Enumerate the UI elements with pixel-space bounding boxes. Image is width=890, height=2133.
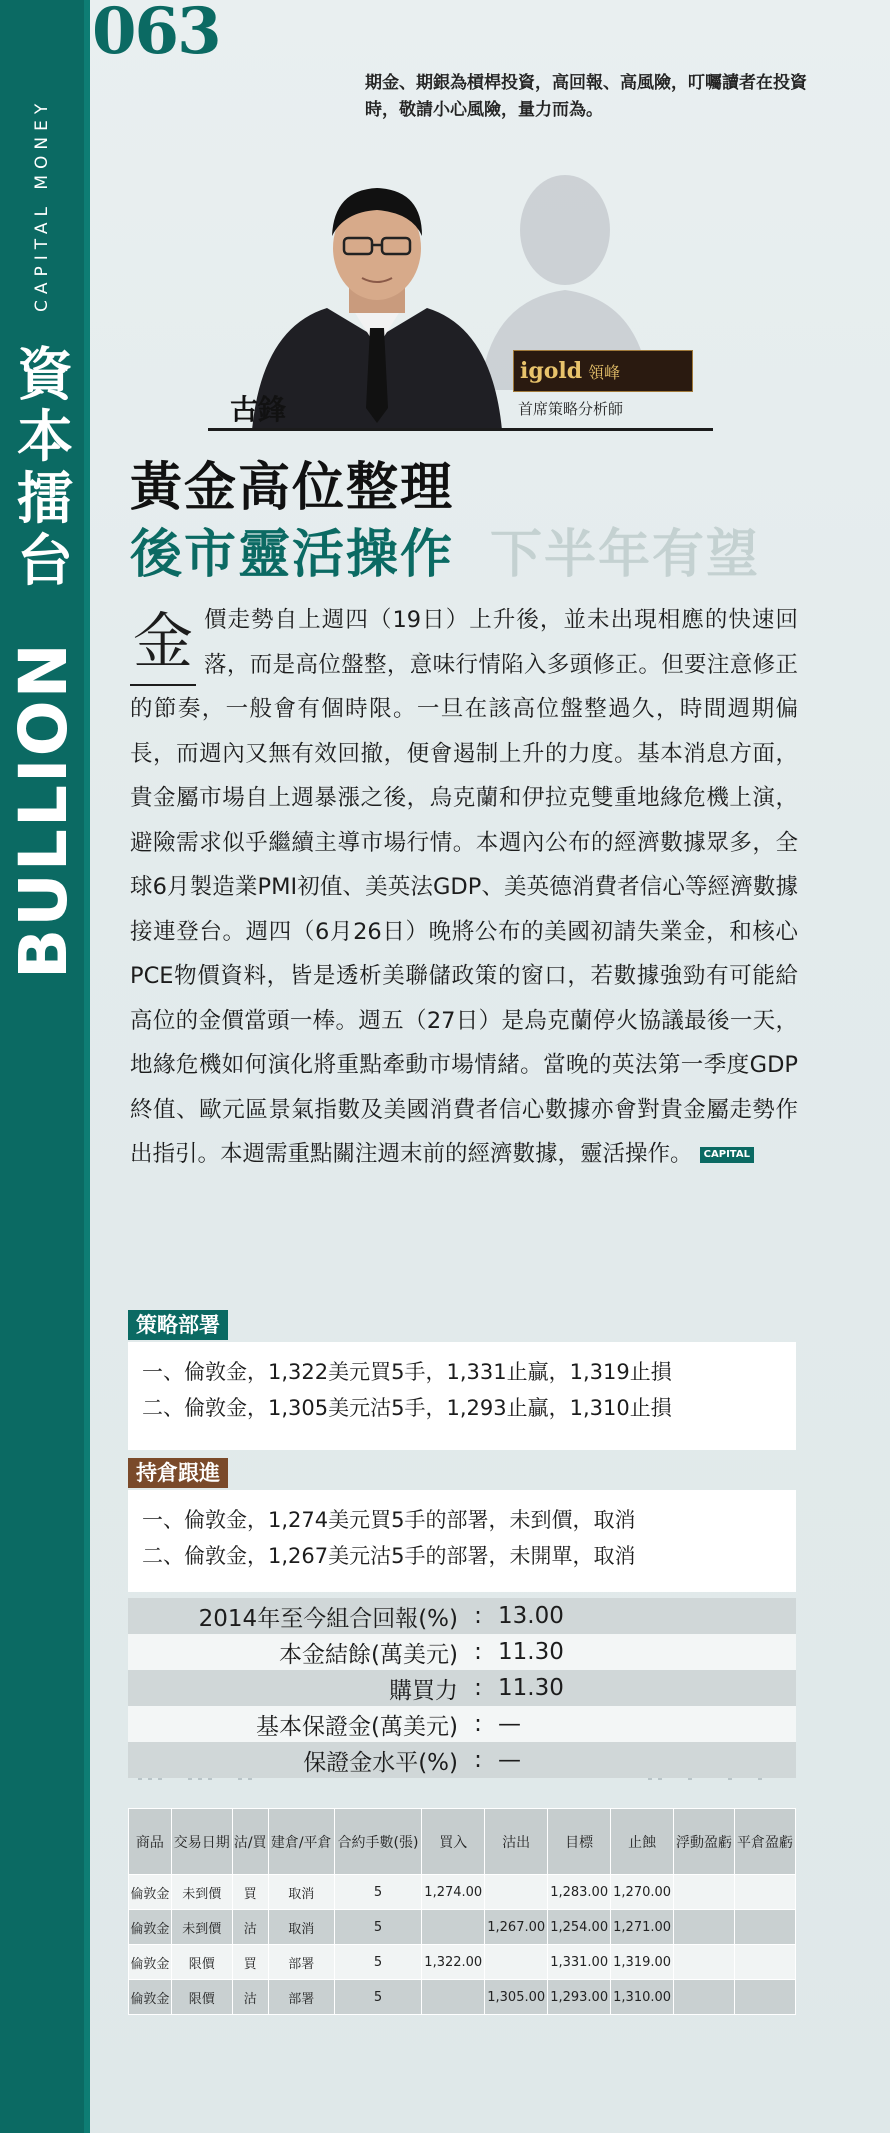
table-cell: 取消 (268, 1875, 334, 1910)
col-header: 平倉盈虧 (735, 1809, 796, 1875)
sidebar-capital-money: CAPITAL MONEY (32, 97, 52, 313)
photo-divider (208, 428, 713, 431)
table-cell: 5 (334, 1875, 422, 1910)
logo-text-en: igold (520, 358, 583, 384)
table-row (129, 1980, 796, 2015)
returns-row (128, 1706, 796, 1742)
table-cell: 1,254.00 (548, 1910, 611, 1945)
author-name: 古鋒 (230, 393, 287, 426)
returns-colon: : (474, 1747, 482, 1773)
capital-end-mark: CAPITAL (700, 1147, 754, 1163)
left-sidebar-banner (0, 0, 90, 2133)
table-cell (735, 1945, 796, 1980)
table-cell: 倫敦金 (129, 1945, 172, 1980)
table-cell: 沽 (232, 1980, 268, 2015)
headline-line-2: 後市靈活操作 (130, 525, 455, 585)
table-cell: 未到價 (171, 1875, 232, 1910)
table-cell (485, 1945, 548, 1980)
returns-colon: : (474, 1603, 482, 1629)
table-row (129, 1875, 796, 1910)
logo-text-zh: 領峰 (588, 362, 621, 382)
returns-row (128, 1670, 796, 1706)
company-logo (513, 350, 693, 392)
returns-label: 購買力 (389, 1677, 458, 1704)
table-cell: 買 (232, 1945, 268, 1980)
table-cell: 限價 (171, 1945, 232, 1980)
sidebar-bullion: BULLION (5, 641, 82, 979)
col-header: 交易日期 (171, 1809, 232, 1875)
article-text: 價走勢自上週四（19日）上升後，並未出現相應的快速回落，而是高位盤整，意味行情陷入多頭修正。但要注意修正的節奏，一般會有個時限。一旦在該高位盤整過久，時間週期偏長，而週內又無有效回撤，便會遏制上升的力度。基本消息方面，貴金屬市場自上週暴漲之後，烏克蘭和伊拉克雙重地緣危機上演，避險需求似乎繼續主導市場行情。本週內公布的經濟數據眾多，全球6月製造業PMI初值、美英法GDP、美英德消費者信心等經濟數據接連登台。週四（6月26日）晚將公布的美國初請失業金，和核心PCE物價資料，皆是透析美聯儲政策的窗口，若數據強勁有可能給高位的金價當頭一棒。週五（27日）是烏克蘭停火協議最後一天，地緣危機如何演化將重點牽動市場情緒。當晚的英法第一季度GDP終值、歐元區景氣指數及美國消費者信心數據亦會對貴金屬走勢作出指引。本週需重點關注週末前的經濟數據，靈活操作。 (130, 607, 798, 1167)
author-title: 首席策略分析師 (518, 400, 624, 418)
returns-row (128, 1742, 796, 1778)
page-number: 063 (92, 0, 220, 69)
table-cell (422, 1980, 485, 2015)
strategy-box (128, 1342, 796, 1450)
col-header: 沽/買 (232, 1809, 268, 1875)
drop-cap: 金 (130, 602, 196, 686)
returns-colon: : (474, 1675, 482, 1701)
followup-line-2: 二、倫敦金，1,267美元沽5手的部署，未開單，取消 (142, 1544, 636, 1568)
table-cell: 5 (334, 1945, 422, 1980)
table-cell: 1,274.00 (422, 1875, 485, 1910)
table-cell: 1,283.00 (548, 1875, 611, 1910)
col-header: 合約手數(張) (334, 1809, 422, 1875)
positions-followup-box (128, 1490, 796, 1592)
col-header: 止蝕 (611, 1809, 674, 1875)
risk-disclaimer: 期金、期銀為槓桿投資，高回報、高風險，叮囑讀者在投資時，敬請小心風險，量力而為。 (365, 73, 807, 120)
sidebar-section-title: 資本擂台 (17, 343, 73, 594)
col-header: 沽出 (485, 1809, 548, 1875)
col-header: 目標 (548, 1809, 611, 1875)
returns-row (128, 1634, 796, 1670)
table-cell: 1,305.00 (485, 1980, 548, 2015)
returns-value: 11.30 (498, 1639, 564, 1665)
table-cell: 倫敦金 (129, 1980, 172, 2015)
table-cell: 1,267.00 (485, 1910, 548, 1945)
strategy-line-2: 二、倫敦金，1,305美元沽5手，1,293止贏，1,310止損 (142, 1396, 672, 1420)
table-cell: 買 (232, 1875, 268, 1910)
positions-table (128, 1808, 796, 2015)
table-cell: 取消 (268, 1910, 334, 1945)
table-row (129, 1945, 796, 1980)
table-row (129, 1910, 796, 1945)
returns-colon: : (474, 1711, 482, 1737)
table-cell (674, 1945, 735, 1980)
col-header: 浮動盈虧 (674, 1809, 735, 1875)
table-cell: 未到價 (171, 1910, 232, 1945)
col-header: 建倉/平倉 (268, 1809, 334, 1875)
col-header: 買入 (422, 1809, 485, 1875)
sidebar-stripe (84, 0, 90, 2133)
strategy-label: 策略部署 (128, 1310, 228, 1340)
strategy-line-1: 一、倫敦金，1,322美元買5手，1,331止贏，1,319止損 (142, 1360, 672, 1384)
table-cell (735, 1875, 796, 1910)
returns-label: 本金結餘(萬美元) (279, 1641, 458, 1668)
table-cell: 1,271.00 (611, 1910, 674, 1945)
table-cell: 1,322.00 (422, 1945, 485, 1980)
returns-row (128, 1598, 796, 1634)
table-cell: 5 (334, 1980, 422, 2015)
table-cell: 1,293.00 (548, 1980, 611, 2015)
article-body (130, 598, 798, 1177)
table-cell (735, 1910, 796, 1945)
table-cell: 限價 (171, 1980, 232, 2015)
table-cell (485, 1875, 548, 1910)
table-cell (674, 1910, 735, 1945)
positions-followup-label: 持倉跟進 (128, 1458, 228, 1488)
table-header-row (129, 1809, 796, 1875)
table-cell: 沽 (232, 1910, 268, 1945)
table-cell (674, 1875, 735, 1910)
table-cell: 1,310.00 (611, 1980, 674, 2015)
portfolio-returns (128, 1598, 796, 1778)
table-cell (674, 1980, 735, 2015)
returns-label: 保證金水平(%) (303, 1749, 458, 1776)
table-cell (422, 1910, 485, 1945)
table-cell: 倫敦金 (129, 1875, 172, 1910)
table-cell: 部署 (268, 1980, 334, 2015)
returns-value: — (498, 1747, 521, 1773)
table-cell: 倫敦金 (129, 1910, 172, 1945)
author-portrait (252, 178, 502, 430)
followup-line-1: 一、倫敦金，1,274美元買5手的部署，未到價，取消 (142, 1508, 636, 1532)
table-cell: 1,270.00 (611, 1875, 674, 1910)
returns-label: 基本保證金(萬美元) (256, 1713, 458, 1740)
table-cell: 1,319.00 (611, 1945, 674, 1980)
returns-value: 11.30 (498, 1675, 564, 1701)
returns-label: 2014年至今組合回報(%) (198, 1605, 458, 1632)
table-cell: 部署 (268, 1945, 334, 1980)
table-cell: 5 (334, 1910, 422, 1945)
table-cell (735, 1980, 796, 2015)
table-cell: 1,331.00 (548, 1945, 611, 1980)
returns-value: 13.00 (498, 1603, 564, 1629)
returns-value: — (498, 1711, 521, 1737)
returns-colon: : (474, 1639, 482, 1665)
ghost-background-title: 下半年有望 (490, 525, 761, 585)
col-header: 商品 (129, 1809, 172, 1875)
headline-line-1: 黃金高位整理 (130, 458, 455, 518)
